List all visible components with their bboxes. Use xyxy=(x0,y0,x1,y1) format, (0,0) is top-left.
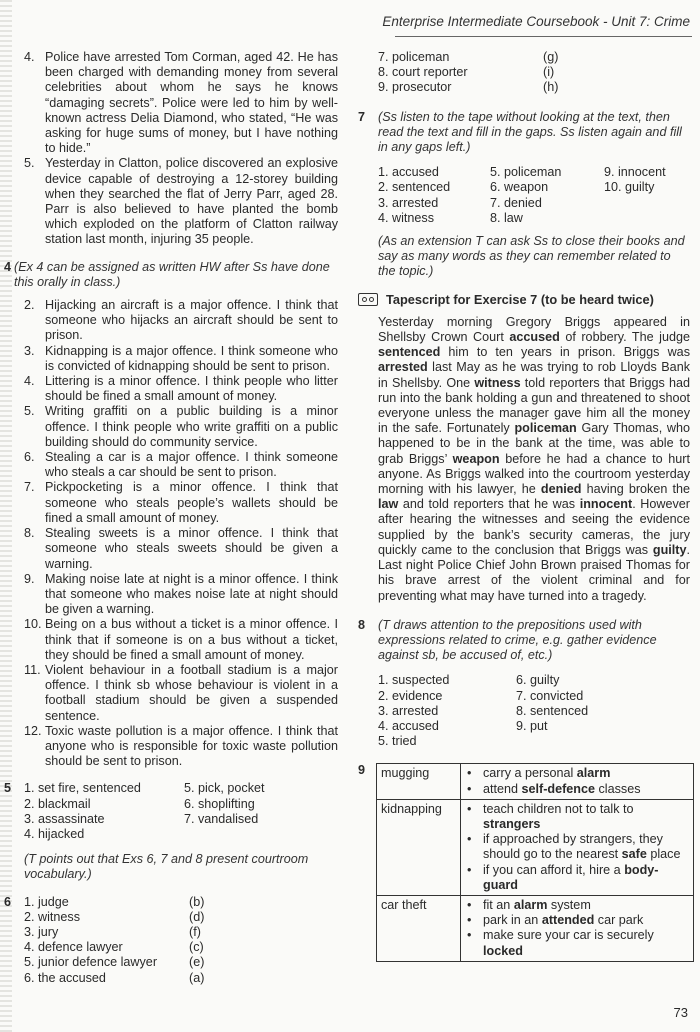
answer-item: 6. shoplifting xyxy=(184,796,255,811)
exercise-6-continued xyxy=(358,50,690,96)
answer-item xyxy=(24,298,338,344)
match-letter: (g) xyxy=(543,50,559,64)
item-text: Making noise late at night is a minor offence. I think that someone who makes noise late at night should be given a warning. xyxy=(45,571,338,617)
tapescript-segment: last May as he was trying to rob Lloyds Bank in Shellsby. One xyxy=(378,360,690,390)
exercise-number: 8 xyxy=(358,617,366,632)
answer-item: 6. guilty xyxy=(516,673,560,688)
item-text: Toxic waste pollution is a major offence. I think that anyone who is responsible for toxic waste pollution should be sent to prison. xyxy=(45,723,338,769)
answer-item: 3. assassinate xyxy=(24,811,105,826)
table-row xyxy=(377,799,694,895)
match-pair xyxy=(378,65,690,80)
match-word: 3. jury xyxy=(24,924,59,939)
teacher-note: (T draws attention to the prepositions used with expressions related to crime, e.g. gather evidence against sb, be accused of, etc.) xyxy=(378,617,657,663)
match-pair xyxy=(378,50,690,65)
answer-item: 10. guilty xyxy=(604,180,655,195)
teacher-note: (Ex 4 can be assigned as written HW after Ss have done this orally in class.) xyxy=(14,259,330,289)
answer-column xyxy=(604,165,666,195)
gap-answer: guilty xyxy=(652,542,687,557)
match-pair xyxy=(24,925,338,940)
answer-item: 2. blackmail xyxy=(24,796,91,811)
match-letter: (c) xyxy=(189,940,204,955)
answer-item: 4. hijacked xyxy=(24,826,85,841)
answer-column xyxy=(184,781,265,827)
answer-column xyxy=(378,673,516,749)
tip-item: • make sure your car is securely locked xyxy=(465,928,689,958)
tapescript-segment: . However after hearing the witnesses and seeing the evidence supplied by the bank’s security cameras, the jury quickly came to the conclusion that Briggs was xyxy=(378,497,690,557)
header-rule xyxy=(395,36,692,37)
exercise-number: 9 xyxy=(358,763,366,778)
table-row xyxy=(377,764,694,799)
gap-answer: law xyxy=(378,497,399,512)
item-number: 8. xyxy=(24,526,35,541)
crime-prevention-table xyxy=(376,763,694,961)
match-letter: (d) xyxy=(189,909,205,924)
answer-item xyxy=(24,450,338,480)
match-word: 2. witness xyxy=(24,909,80,924)
tapescript-title: Tapescript for Exercise 7 (to be heard twice) xyxy=(386,291,654,307)
match-letter: (e) xyxy=(189,955,205,970)
crime-cell: mugging xyxy=(377,764,461,799)
cassette-tape-icon xyxy=(358,293,378,306)
teacher-note: (T points out that Exs 6, 7 and 8 present courtroom vocabulary.) xyxy=(24,852,309,882)
exercise-number: 5 xyxy=(4,781,12,796)
item-number: 4. xyxy=(24,50,35,64)
item-text: Being on a bus without a ticket is a minor offence. I think that if someone is on a bus without a ticket, they should be fined a small amount of money. xyxy=(45,617,338,662)
answer-item: 1. accused xyxy=(378,165,439,180)
tapescript-segment: before he had a chance to hurt anyone. As Briggs walked into the courtroom yesterday morning with his lawyer, he xyxy=(378,451,690,497)
answer-item: 7. vandalised xyxy=(184,811,259,826)
item-text: Police have arrested Tom Corman, aged 42. He has been charged with demanding money from several celebrities about whom he says he knows “damaging secrets”. Police were led to him by well-known actress Delia Diamond, who stated, “He was asking for huge sums of money, but I have nothing to hide.” xyxy=(45,50,338,156)
item-text: Kidnapping is a major offence. I think someone who is convicted of kidnapping should be sent to prison. xyxy=(45,343,338,373)
item-text: Writing graffiti on a public building is a minor offence. I think people who write graffiti on a public building should do community service. xyxy=(45,404,338,449)
header-title: Enterprise Intermediate Coursebook - Unit 7: Crime xyxy=(382,14,690,29)
exercise-6 xyxy=(4,895,338,986)
item-text: Violent behaviour in a football stadium is a major offence. I think sb whose behaviour is violent in a football stadium should be given a suspended sentence. xyxy=(45,662,338,723)
tapescript-segment: of robbery. The judge xyxy=(559,330,690,345)
exercise-3-continued xyxy=(4,50,338,248)
item-number: 10. xyxy=(24,617,42,632)
answer-item: 4. witness xyxy=(378,210,434,225)
item-text: Pickpocketing is a minor offence. I think that someone who steals people’s wallets should be fined a small amount of money. xyxy=(45,480,338,525)
answer-item: 5. policeman xyxy=(490,165,562,180)
answer-item xyxy=(24,404,338,450)
tapescript-segment: having broken the xyxy=(581,482,690,497)
answer-item: 1. suspected xyxy=(378,673,450,688)
answer-item xyxy=(24,572,338,618)
answer-item xyxy=(24,724,338,770)
running-header xyxy=(0,0,700,40)
answer-column xyxy=(378,165,490,226)
tapescript-7 xyxy=(358,292,690,604)
tips-cell xyxy=(461,799,694,895)
item-number: 5. xyxy=(24,156,35,171)
answer-item xyxy=(24,617,338,663)
answer-item: 8. law xyxy=(490,210,523,225)
item-number: 12. xyxy=(24,723,42,738)
match-letter: (b) xyxy=(189,894,205,909)
match-word: 9. prosecutor xyxy=(378,80,452,95)
match-letter: (f) xyxy=(189,924,201,939)
item-text: Stealing sweets is a minor offence. I think that someone who steals sweets should be given a warning. xyxy=(45,526,338,571)
answer-item xyxy=(24,374,338,404)
answer-item: 7. convicted xyxy=(516,688,584,703)
tapescript-segment: and told reporters that he was xyxy=(398,497,580,512)
answer-item: 3. arrested xyxy=(378,195,439,210)
answer-column xyxy=(490,165,604,226)
answer-item xyxy=(24,50,338,156)
answer-grid xyxy=(24,781,338,842)
item-number: 2. xyxy=(24,298,35,313)
item-text: Stealing a car is a major offence. I think someone who steals a car should be sent to prison. xyxy=(45,450,338,480)
crime-cell: car theft xyxy=(377,895,461,961)
answer-item: 6. weapon xyxy=(490,180,549,195)
match-pair xyxy=(24,940,338,955)
exercise-8 xyxy=(358,618,690,750)
answer-item: 5. pick, pocket xyxy=(184,781,265,796)
tip-item: • if approached by strangers, they should go to the nearest safe place xyxy=(465,832,689,862)
answer-item: 8. sentenced xyxy=(516,703,589,718)
answer-item: 3. arrested xyxy=(378,703,439,718)
match-word: 4. defence lawyer xyxy=(24,940,123,955)
answer-item xyxy=(24,344,338,374)
item-number: 11. xyxy=(24,662,41,677)
match-pair xyxy=(378,80,690,95)
tapescript-segment: Gary Thomas, who happened to be in the bank at the time, was able to grab Briggs’ xyxy=(378,421,691,466)
item-text: Yesterday in Clatton, police discovered an explosive device capable of destroying a 12-storey building when they searched the flat of Jerry Parr, aged 28. Parr is also believed to have planted the bomb which exploded on the platform of Clatton railway station last month, injuring 35 people. xyxy=(45,156,338,247)
match-word: 8. court reporter xyxy=(378,65,468,80)
tip-item: • teach children not to talk to strangers xyxy=(465,802,689,832)
answer-item: 4. accused xyxy=(378,718,439,733)
tapescript-segment: Yesterday morning Gregory Briggs appeared in Shellsby Crown Court xyxy=(378,314,690,345)
right-column xyxy=(358,50,690,974)
answer-grid xyxy=(378,673,690,749)
match-word: 6. the accused xyxy=(24,970,106,985)
tapescript-segment: . Last night Police Chief John Brown praised Thomas for his brave arrest of the violent criminal and for preventing what may have turned into a tragedy. xyxy=(378,542,690,603)
item-number: 5. xyxy=(24,404,35,419)
item-number: 3. xyxy=(24,343,35,358)
gap-answer: denied xyxy=(540,482,582,497)
match-word: 7. policeman xyxy=(378,50,450,64)
answer-item xyxy=(24,156,338,247)
item-number: 7. xyxy=(24,480,35,495)
gap-answer: policeman xyxy=(514,421,577,436)
tapescript-segment: him to ten years in prison. Briggs was xyxy=(440,345,690,360)
item-text: Littering is a minor offence. I think people who litter should be fined a small amount of money. xyxy=(45,374,338,404)
match-pair xyxy=(24,895,338,910)
tapescript-text xyxy=(358,315,690,604)
gap-answer: arrested xyxy=(378,360,428,375)
answer-item: 5. tried xyxy=(378,734,417,749)
match-word: 1. judge xyxy=(24,894,69,909)
match-pair xyxy=(24,910,338,925)
item-number: 9. xyxy=(24,571,35,586)
match-word: 5. junior defence lawyer xyxy=(24,955,158,970)
tips-cell xyxy=(461,895,694,961)
gap-answer: innocent xyxy=(579,497,633,512)
exercise-number: 4 xyxy=(4,259,12,274)
tip-item: • attend self-defence classes xyxy=(465,782,689,797)
match-letter: (h) xyxy=(543,80,559,95)
answer-item: 2. evidence xyxy=(378,688,443,703)
exercise-4 xyxy=(4,260,338,770)
answer-item: 7. denied xyxy=(490,195,542,210)
left-column xyxy=(4,50,338,998)
answer-item xyxy=(24,480,338,526)
answer-grid xyxy=(378,165,690,226)
exercise-9 xyxy=(358,763,690,961)
teacher-note: (Ss listen to the tape without looking at the text, then read the text and fill in the gaps. Ss listen again and fill in any gaps left.) xyxy=(378,109,682,155)
match-letter: (a) xyxy=(189,970,205,985)
teacher-note: (As an extension T can ask Ss to close their books and say as many words as they can remember related to the topic.) xyxy=(378,234,685,279)
exercise-5 xyxy=(4,781,338,882)
exercise-7 xyxy=(358,110,690,280)
tapescript-segment: told reporters that Briggs had run into the bank holding a gun and threatened to shoot everyone unless the manager gave him all the money in the safe. Fortunately xyxy=(378,375,690,436)
match-pair xyxy=(24,971,338,986)
answer-item xyxy=(24,526,338,572)
page-number: 73 xyxy=(673,1005,688,1020)
answer-column xyxy=(24,781,184,842)
item-number: 6. xyxy=(24,450,35,465)
answer-column xyxy=(516,673,588,734)
crime-cell: kidnapping xyxy=(377,799,461,895)
match-letter: (i) xyxy=(543,65,555,80)
answer-item xyxy=(24,663,338,724)
tapescript-heading xyxy=(358,292,690,307)
table-row xyxy=(377,895,694,961)
gap-answer: weapon xyxy=(452,451,500,466)
tip-item: • carry a personal alarm xyxy=(465,766,689,781)
answer-item: 1. set fire, sentenced xyxy=(24,781,141,796)
tip-item: • fit an alarm system xyxy=(465,898,689,913)
exercise-number: 6 xyxy=(4,894,12,909)
gap-answer: accused xyxy=(509,330,560,345)
match-pair xyxy=(24,955,338,970)
tip-item: • park in an attended car park xyxy=(465,913,689,928)
gap-answer: sentenced xyxy=(378,345,441,360)
exercise-number: 7 xyxy=(358,109,366,124)
answer-item: 9. innocent xyxy=(604,165,666,180)
tips-cell xyxy=(461,764,694,799)
answer-item: 9. put xyxy=(516,718,548,733)
item-text: Hijacking an aircraft is a major offence. I think that someone who hijacks an aircraft should be sent to prison. xyxy=(45,298,338,343)
item-number: 4. xyxy=(24,374,35,389)
tip-item: • if you can afford it, hire a body-guard xyxy=(465,863,689,893)
gap-answer: witness xyxy=(474,375,521,390)
answer-item: 2. sentenced xyxy=(378,180,451,195)
